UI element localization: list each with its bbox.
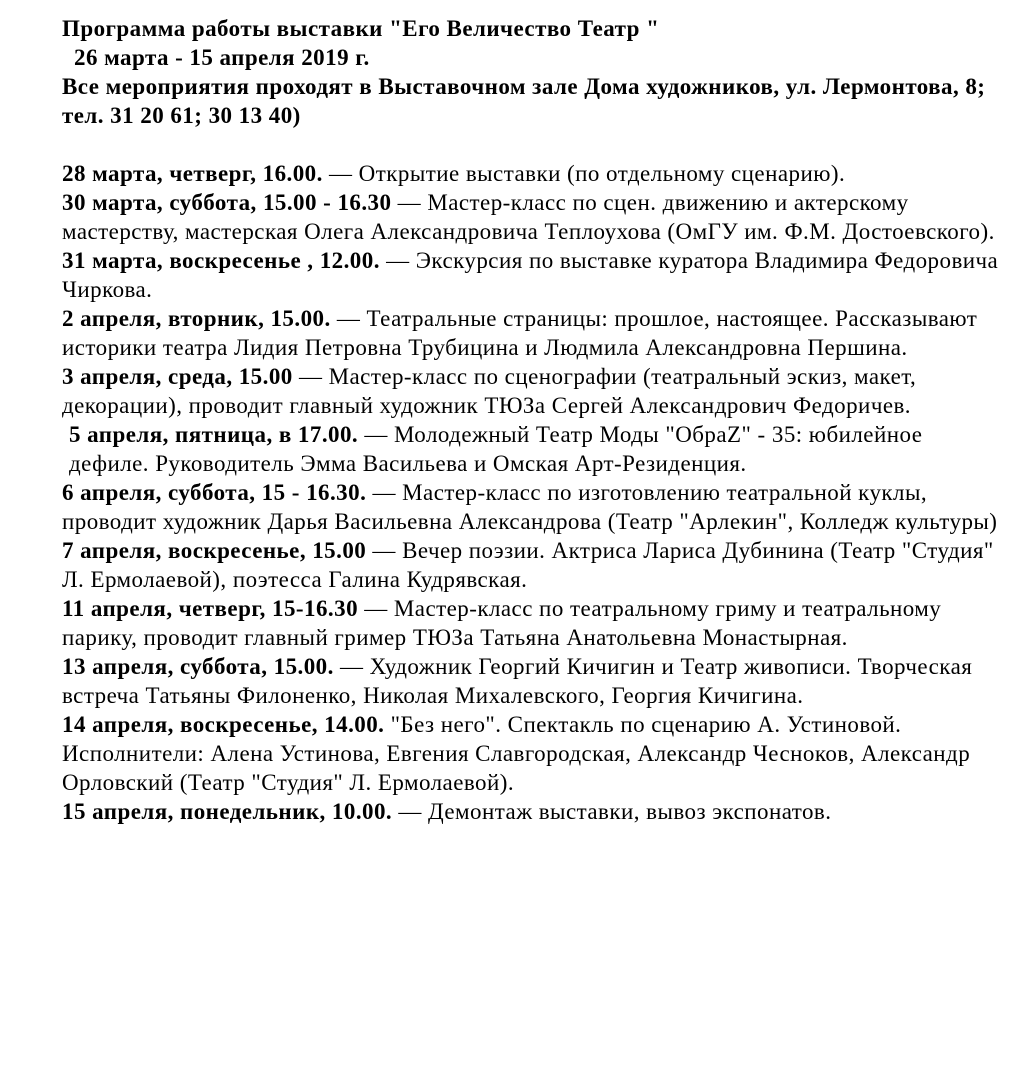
event-description: — Мастер-класс по изготовлению театральной куклы, проводит художник Дарья Васильевна Александрова (Театр "Арлекин", Колледж культуры)	[62, 480, 998, 534]
event-datetime: 13 апреля, суббота, 15.00.	[62, 654, 334, 679]
exhibition-dates	[62, 43, 1002, 72]
document-page	[62, 14, 1002, 826]
event-datetime: 2 апреля, вторник, 15.00.	[62, 306, 331, 331]
event-entry	[62, 362, 1002, 420]
event-description: — Мастер-класс по сцен. движению и актерскому мастерству, мастерская Олега Александровича Теплоухова (ОмГУ им. Ф.М. Достоевского).	[62, 190, 995, 244]
event-description: — Экскурсия по выставке куратора Владимира Федоровича Чиркова.	[62, 248, 999, 302]
event-entry	[62, 652, 1002, 710]
event-datetime: 28 марта, четверг, 16.00.	[62, 161, 323, 186]
event-description: — Молодежный Театр Моды "ОбраZ" - 35: юбилейное дефиле. Руководитель Эмма Васильева и Омская Арт-Резиденция.	[69, 422, 923, 476]
event-entry	[62, 536, 1002, 594]
blank-line	[62, 130, 1002, 159]
event-datetime: 30 марта, суббота, 15.00 - 16.30	[62, 190, 392, 215]
event-datetime: 7 апреля, воскресенье, 15.00	[62, 538, 367, 563]
event-description: — Демонтаж выставки, вывоз экспонатов.	[392, 799, 832, 824]
event-entry	[62, 710, 1002, 797]
event-datetime: 3 апреля, среда, 15.00	[62, 364, 293, 389]
event-datetime: 15 апреля, понедельник, 10.00.	[62, 799, 393, 824]
event-entry	[62, 246, 1002, 304]
event-description: — Открытие выставки (по отдельному сценарию).	[322, 161, 846, 186]
event-description: "Без него". Спектакль по сценарию А. Устиновой. Исполнители: Алена Устинова, Евгения Славгородская, Александр Чесноков, Александр Орловский (Театр "Студия" Л. Ермолаевой).	[62, 712, 971, 795]
event-datetime: 14 апреля, воскресенье, 14.00.	[62, 712, 385, 737]
venue-info: Все мероприятия проходят в Выставочном зале Дома художников, ул. Лермонтова, 8; тел. 31 20 61; 30 13 40)	[62, 74, 986, 128]
exhibition-dates-text: 26 марта - 15 апреля 2019 г.	[74, 45, 370, 70]
event-datetime: 6 апреля, суббота, 15 - 16.30.	[62, 480, 367, 505]
event-entry	[62, 304, 1002, 362]
event-description: — Мастер-класс по театральному гриму и театральному парику, проводит главный гример ТЮЗа Татьяна Анатольевна Монастырная.	[62, 596, 942, 650]
event-entry	[62, 159, 1002, 188]
event-description: — Театральные страницы: прошлое, настоящее. Рассказывают историки театра Лидия Петровна Трубицина и Людмила Александровна Першина.	[62, 306, 978, 360]
document-title: Программа работы выставки "Его Величество Театр "	[62, 16, 660, 41]
event-datetime: 5 апреля, пятница, в 17.00.	[69, 422, 359, 447]
event-entry	[62, 188, 1002, 246]
event-entry	[62, 420, 1002, 478]
event-entry	[62, 594, 1002, 652]
event-description: — Художник Георгий Кичигин и Театр живописи. Творческая встреча Татьяны Филоненко, Николая Михалевского, Георгия Кичигина.	[62, 654, 973, 708]
event-datetime: 31 марта, воскресенье , 12.00.	[62, 248, 380, 273]
event-datetime: 11 апреля, четверг, 15-16.30	[62, 596, 359, 621]
event-description: — Вечер поэзии. Актриса Лариса Дубинина (Театр "Студия" Л. Ермолаевой), поэтесса Галина Кудрявская.	[62, 538, 994, 592]
event-entry	[62, 478, 1002, 536]
event-entry	[62, 797, 1002, 826]
event-description: — Мастер-класс по сценографии (театральный эскиз, макет, декорации), проводит главный художник ТЮЗа Сергей Александрович Федоричев.	[62, 364, 917, 418]
